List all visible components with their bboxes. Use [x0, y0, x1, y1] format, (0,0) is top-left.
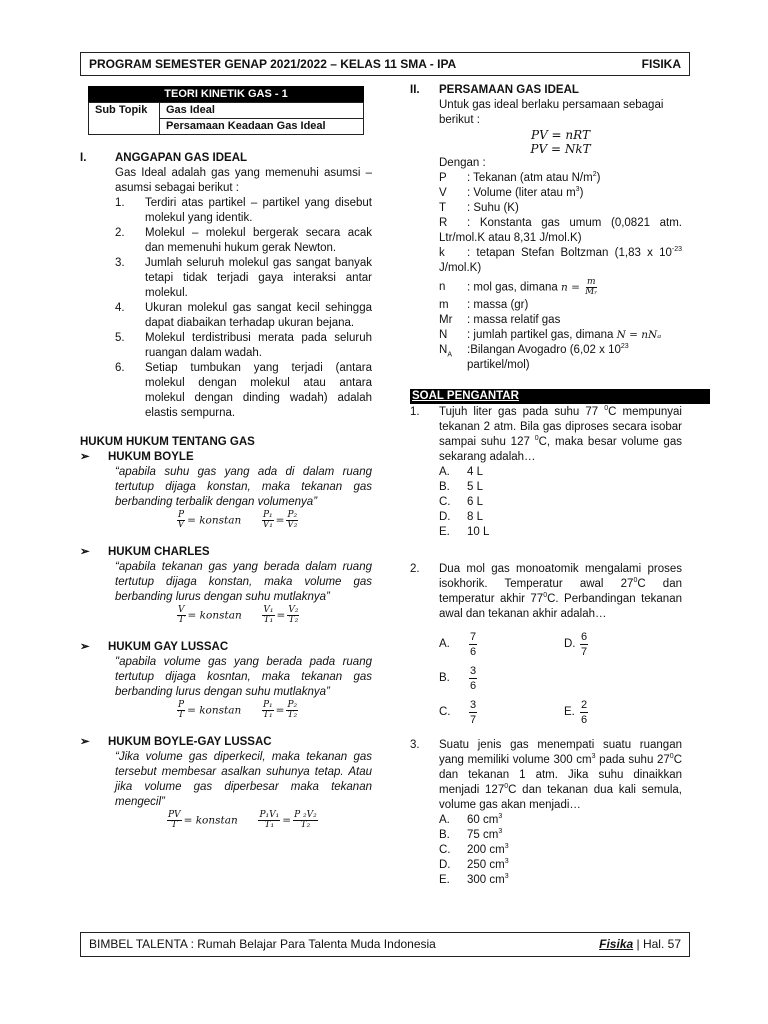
- subtopic-item: Persamaan Keadaan Gas Ideal: [160, 119, 364, 135]
- page-number: Hal. 57: [642, 937, 681, 951]
- answer-option[interactable]: A. 60 $cm^3$: [439, 813, 503, 826]
- var-row: R : Konstanta gas umum (0,0821 atm. Ltr/mol.K atau 8,31 J/mol.K): [439, 217, 682, 244]
- answer-option[interactable]: D. 8 L: [439, 511, 483, 523]
- equation-pv-nkt: PV = NkT: [530, 142, 591, 156]
- list-item: 3. Jumlah seluruh molekul gas sangat banyak tetapi tidak terjadi gaya interaksi antar molekul.: [115, 257, 372, 299]
- law-gay-lussac: [80, 640, 372, 720]
- arrow-bullet-icon: ➢: [80, 546, 90, 558]
- arrow-bullet-icon: ➢: [80, 736, 90, 748]
- answer-option[interactable]: B. 75 $cm^3$: [439, 828, 503, 841]
- list-item: 6. Setiap tumbukan yang terjadi (antara molekul dengan molekul atau antara molekul dengan dinding wadah) adalah elastis sempurna.: [115, 362, 372, 419]
- answer-option[interactable]: E. 300 $cm^3$: [439, 873, 509, 886]
- soal-section: [410, 389, 682, 888]
- var-row: $N_A$ :Bilangan Avogadro (6,02 x $10^{23}$ partikel/mol): [439, 343, 629, 371]
- arrow-bullet-icon: ➢: [80, 451, 90, 463]
- law-boyle: [80, 450, 372, 530]
- question-2: 2. Dua mol gas monoatomik mengalami proses isokhorik. Temperatur awal $27^0C$ dan temperatur akhir $77^0C$. Perbandingan tekanan awal dan tekanan akhir adalah… A. $\frac{7}{6}$ D. $\frac{6}{7}$ B. $\frac{3}{6}$ C. $\frac{3}{7}$ E. $\frac{2}{6}$: [410, 563, 682, 726]
- list-item: 2. Molekul – molekul bergerak secara acak dan memenuhi hukum gerak Newton.: [115, 227, 372, 254]
- answer-option[interactable]: A. 4 L: [439, 466, 483, 478]
- law-name: HUKUM GAY LUSSAC: [108, 641, 229, 653]
- page-header: [80, 52, 690, 76]
- subtopic-label: Sub Topik: [89, 103, 160, 135]
- law-formula: $\frac{PV}{T}$ = konstan $\frac{\text{P₁V₁}}{\text{T₁}}$ = $\frac{\text{P ₂V₂}}{\text{T₂}}$: [168, 810, 317, 830]
- list-item: 1. Terdiri atas partikel – partikel yang disebut molekul yang identik.: [115, 197, 372, 224]
- subtopic-item: Gas Ideal: [160, 103, 364, 119]
- var-row: T : Suhu (K): [439, 202, 519, 214]
- law-formula: $\frac{P}{V}$ = konstan $\frac{\text{P₁}}{\text{V₁}}$ = $\frac{\text{P₂}}{\text{V₂}}$: [177, 510, 298, 530]
- equation-pv-nrt: PV = nRT: [531, 128, 590, 142]
- gas-laws: [80, 435, 372, 830]
- law-quote: “apabila tekanan gas yang berada dalam ruang tertutup dijaga konstan, maka volume gas berbanding lurus dengan suhu mutlaknya”: [115, 561, 372, 603]
- var-row: V : Volume (liter atau $m^3$): [439, 186, 584, 199]
- section-intro: Untuk gas ideal berlaku persamaan sebagai berikut :: [439, 99, 664, 126]
- assumption-list: [115, 196, 372, 421]
- program-title: PROGRAM SEMESTER GENAP 2021/2022 – KELAS 11 SMA - IPA: [89, 56, 457, 71]
- answer-option[interactable]: E. 10 L: [439, 526, 490, 538]
- var-row: N : jumlah partikel gas, dimana N = nNₐ: [439, 329, 662, 341]
- answer-option[interactable]: B. $\frac{3}{6}$: [439, 665, 477, 692]
- footer-page-info: Fisika | Hal. 57: [599, 937, 681, 951]
- answer-option[interactable]: B. 5 L: [439, 481, 483, 493]
- law-quote: “Jika volume gas diperkecil, maka tekanan gas tersebut membesar asalkan suhunya tetap. Atau jika volume gas diperbesar maka tekanan mengecil”: [115, 751, 372, 808]
- list-item: 4. Ukuran molekul gas sangat kecil sehingga dapat diabaikan terhadap ukuran bejana.: [115, 302, 372, 329]
- answer-option[interactable]: D. 250 $cm^3$: [439, 858, 509, 871]
- answer-option[interactable]: D. $\frac{6}{7}$: [564, 631, 588, 658]
- law-quote: “apabila suhu gas yang ada di dalam ruang tertutup dijaga konstan, maka tekanan gas berbanding terbalik dengan volumenya”: [115, 466, 372, 508]
- var-row: P : Tekanan (atm atau $N/m^2$): [439, 171, 601, 184]
- left-column: [80, 86, 372, 830]
- question-3: 3. Suatu jenis gas menempati suatu ruangan yang memiliki volume 300 $cm^3$ pada suhu $27^0C$ dan tekanan 1 atm. Jika suhu dinaikkan menjadi $127^0C$ dan tekanan dua kali semula, volume gas akan menjadi… A. 60 $cm^3$ B. 75 $cm^3$ C. 200 $cm^3$ D. 250 $cm^3$ E. 300 $cm^3$: [410, 739, 682, 886]
- fraction-options: [439, 624, 682, 728]
- law-name: HUKUM BOYLE-GAY LUSSAC: [108, 736, 272, 748]
- footer-brand: BIMBEL TALENTA : Rumah Belajar Para Talenta Muda Indonesia: [89, 937, 436, 951]
- law-name: HUKUM BOYLE: [108, 451, 194, 463]
- section2-body: [439, 98, 682, 373]
- law-formula: $\frac{V}{T}$ = konstan $\frac{\text{V₁}}{\text{T₁}}$ = $\frac{\text{V₂}}{\text{T₂}}$: [178, 605, 299, 625]
- section-intro: Gas Ideal adalah gas yang memenuhi asumsi – asumsi sebagai berikut :: [115, 167, 372, 194]
- footer-subject: Fisika: [599, 937, 634, 951]
- var-row: Mr : massa relatif gas: [439, 314, 561, 326]
- var-row: k : tetapan Stefan Boltzman (1,83 x $10^{-23}$ J/mol.K): [439, 246, 682, 274]
- answer-option[interactable]: A. $\frac{7}{6}$: [439, 631, 477, 658]
- law-quote: "apabila volume gas yang berada pada ruang tertutup dijaga kosntan, maka tekanan gas berbanding lurus dengan suhu mutlaknya”: [115, 656, 372, 698]
- section-title: ANGGAPAN GAS IDEAL: [115, 152, 248, 164]
- page-footer: [80, 932, 690, 957]
- section-title: PERSAMAAN GAS IDEAL: [439, 84, 579, 96]
- answer-option[interactable]: C. $\frac{3}{7}$: [439, 699, 477, 726]
- answer-option[interactable]: C. 200 $cm^3$: [439, 843, 509, 856]
- list-item: 5. Molekul terdistribusi merata pada seluruh ruangan dalam wadah.: [115, 332, 372, 359]
- subject-label: FISIKA: [641, 56, 681, 71]
- section-number: I.: [80, 152, 87, 164]
- topic-title-bar: TEORI KINETIK GAS - 1: [88, 86, 364, 102]
- right-column: [410, 83, 682, 888]
- section-anggapan: [80, 151, 372, 421]
- soal-title-bar: SOAL PENGANTAR: [410, 389, 710, 404]
- law-charles: [80, 545, 372, 625]
- laws-title: HUKUM HUKUM TENTANG GAS: [80, 436, 255, 448]
- question-1: 1. Tujuh liter gas pada suhu 77 $^0$C mempunyai tekanan 2 atm. Bila gas diproses secara isobar sampai suhu 127 $^0$C, maka besar volume gas sekarang adalah… A. 4 L B. 5 L C. 6 L D. 8 L E. 10 L: [410, 405, 682, 538]
- law-name: HUKUM CHARLES: [108, 546, 210, 558]
- law-boyle-gay-lussac: [80, 735, 372, 830]
- answer-option[interactable]: C. 6 L: [439, 496, 483, 508]
- arrow-bullet-icon: ➢: [80, 641, 90, 653]
- dengan-label: Dengan :: [439, 157, 486, 169]
- var-row: n : mol gas, dimana n = $\frac{m}{\text{Mᵣ}}$: [439, 276, 598, 297]
- var-row: m : massa (gr): [439, 299, 529, 311]
- answer-option[interactable]: E. $\frac{2}{6}$: [564, 699, 588, 726]
- subtopic-table: [88, 102, 364, 135]
- section-number: II.: [410, 84, 420, 96]
- law-formula: $\frac{P}{T}$ = konstan $\frac{\text{P₁}}{\text{T₁}}$ = $\frac{\text{P₂}}{\text{T₂}}$: [178, 700, 298, 720]
